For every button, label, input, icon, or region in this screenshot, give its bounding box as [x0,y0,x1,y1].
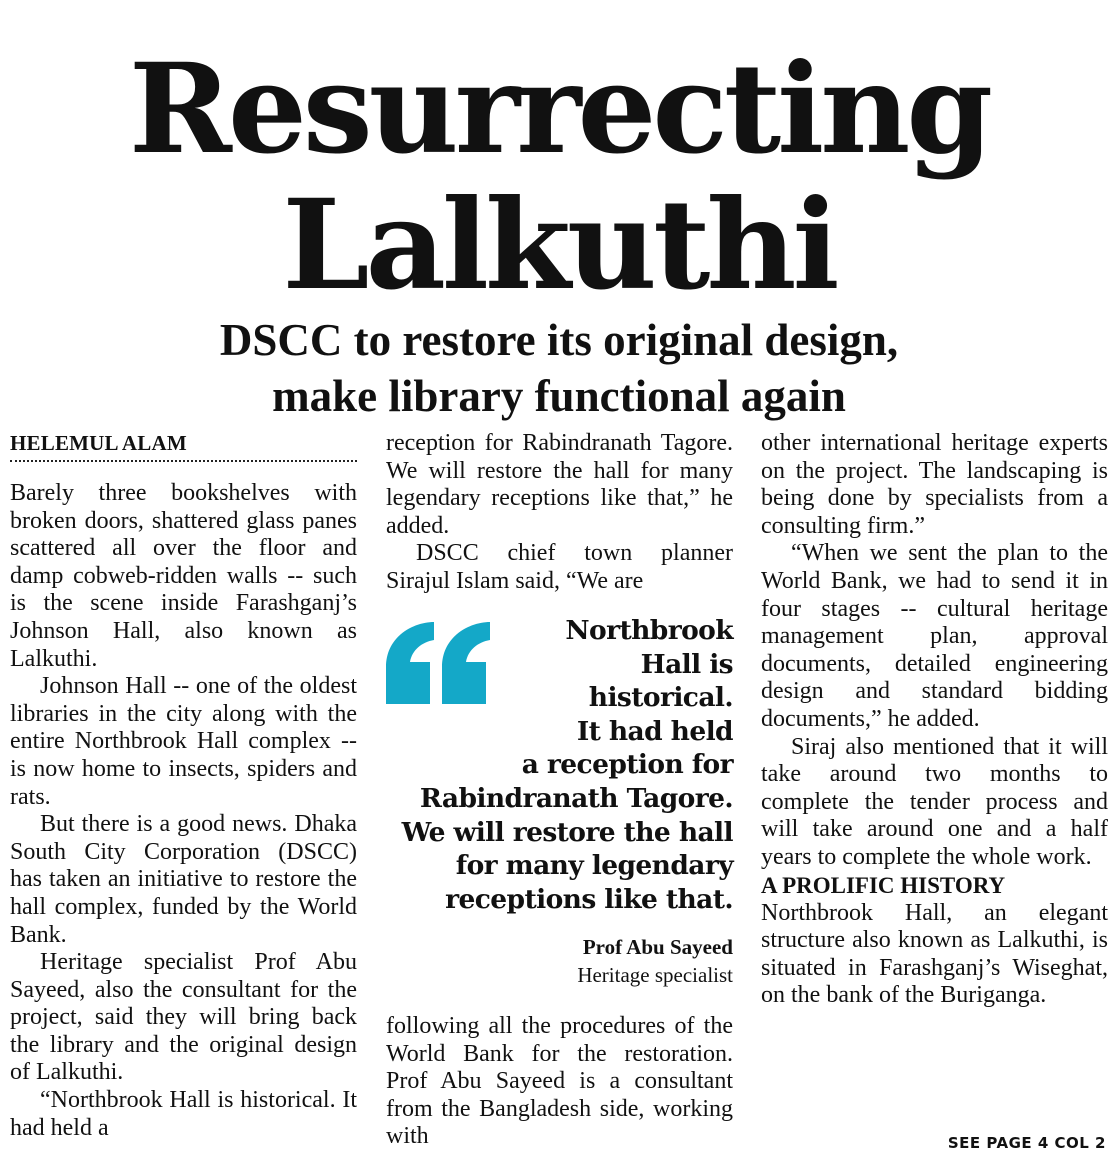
pull-quote-line: Hall is [640,648,733,680]
headline [0,37,1118,318]
paragraph: “When we sent the plan to the World Bank, we had to send it in four stages -- cultural heritage management plan, approval documents, detailed engineering design and standard bidding documents,” he added. [761,540,1108,732]
byline: HELEMUL ALAM [10,430,357,462]
section-heading: A PROLIFIC HISTORY [761,872,1006,898]
paragraph: Siraj also mentioned that it will take around two months to complete the tender process and will take around one and a half years to complete the whole work. [761,733,1108,870]
pull-quote-line: for many legendary [455,850,733,882]
subheadline [0,312,1118,424]
pull-quote-attribution-name: Prof Abu Sayeed [582,935,733,959]
pull-quote-line: We will restore the hall [401,816,733,848]
article-column-2-bottom [386,1013,733,1151]
pull-quote-line: Northbrook [565,615,733,646]
paragraph: “Northbrook Hall is historical. It had held a [10,1087,357,1141]
pull-quote-attribution-role: Heritage specialist [577,963,733,987]
headline-line-2: Lalkuthi [282,173,836,318]
article-column-3 [761,430,1108,1010]
paragraph: Barely three bookshelves with broken doors, shattered glass panes scattered all over the floor and damp cobweb-ridden walls -- such is the scene inside Farashganj’s Johnson Hall, also known as Lalkuthi. [10,480,357,672]
pull-quote-line: Rabindranath Tagore. [419,782,733,814]
article-column-1 [10,430,357,1142]
pull-quote-text [386,614,733,916]
subheadline-line-2: make library functional again [272,371,846,421]
paragraph: DSCC chief town planner Sirajul Islam said, “We are [386,540,733,594]
pull-quote-line: a reception for [521,749,733,781]
paragraph: following all the procedures of the World Bank for the restoration. Prof Abu Sayeed is a consultant from the Bangladesh side, working with [386,1013,733,1150]
pull-quote-line: historical. [588,682,733,714]
pull-quote-line: It had held [576,715,733,747]
paragraph: reception for Rabindranath Tagore. We will restore the hall for many legendary receptions like that,” he added. [386,430,733,539]
subheadline-line-1: DSCC to restore its original design, [219,315,899,365]
continuation-line[interactable]: SEE PAGE 4 COL 2 [947,1134,1106,1152]
paragraph: other international heritage experts on the project. The landscaping is being done by specialists from a consulting firm.” [761,430,1108,539]
paragraph: But there is a good news. Dhaka South City Corporation (DSCC) has taken an initiative to restore the hall complex, funded by the World Bank. [10,811,357,948]
pull-quote [386,612,733,992]
paragraph: Johnson Hall -- one of the oldest libraries in the city along with the entire Northbrook Hall complex -- is now home to insects, spiders and rats. [10,673,357,810]
paragraph: Heritage specialist Prof Abu Sayeed, also the consultant for the project, said they will bring back the library and the original design of Lalkuthi. [10,949,357,1086]
article-column-2-top [386,430,733,596]
paragraph: Northbrook Hall, an elegant structure also known as Lalkuthi, is situated in Farashganj’s Wiseghat, on the bank of the Buriganga. [761,899,1108,1009]
headline-line-1: Resurrecting [128,37,990,182]
pull-quote-line: receptions like that. [445,883,733,915]
